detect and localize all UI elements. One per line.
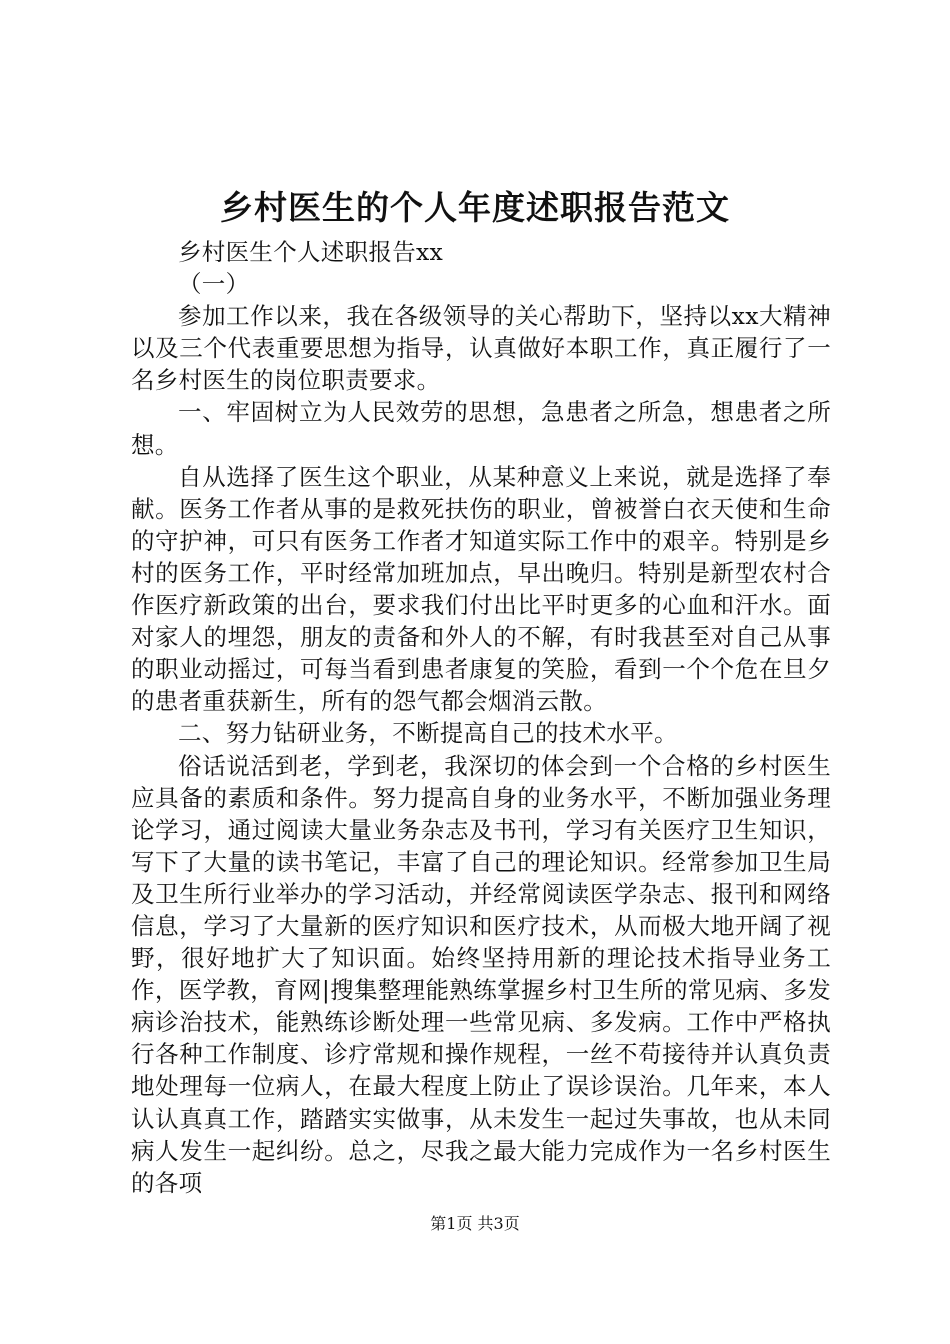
paragraph-study: 俗话说活到老，学到老，我深切的体会到一个合格的乡村医生应具备的素质和条件。努力提高自身的业务水平，不断加强业务理论学习，通过阅读大量业务杂志及书刊，学习有关医疗卫生知识，写下了大量的读书笔记，丰富了自己的理论知识。经常参加卫生局及卫生所行业举办的学习活动，并经常阅读医学杂志、报刊和网络信息，学习了大量新的医疗知识和医疗技术，从而极大地开阔了视野，很好地扩大了知识面。始终坚持用新的理论技术指导业务工作，医学教，育网|搜集整理能熟练掌握乡村卫生所的常见病、多发病诊治技术，能熟练诊断处理一些常见病、多发病。工作中严格执行各种工作制度、诊疗常规和操作规程，一丝不苟接待并认真负责地处理每一位病人，在最大程度上防止了误诊误治。几年来，本人认认真真工作，踏踏实实做事，从未发生一起过失事故，也从未同病人发生一起纠纷。总之，尽我之最大能力完成作为一名乡村医生的各项 (131, 751, 831, 1197)
section-number: （一） (178, 270, 250, 299)
paragraph-intro: 参加工作以来，我在各级领导的关心帮助下，坚持以xx大精神以及三个代表重要思想为指导，认真做好本职工作，真正履行了一名乡村医生的岗位职责要求。 (131, 302, 831, 395)
page-footer: 第1页 共3页 (430, 1214, 520, 1233)
report-subtitle: 乡村医生个人述职报告xx (178, 238, 444, 266)
paragraph-dedication: 自从选择了医生这个职业，从某种意义上来说，就是选择了奉献。医务工作者从事的是救死扶伤的职业，曾被誉白衣天使和生命的守护神，可只有医务工作者才知道实际工作中的艰辛。特别是乡村的医务工作，平时经常加班加点，早出晚归。特别是新型农村合作医疗新政策的出台，要求我们付出比平时更多的心血和汗水。面对家人的埋怨，朋友的责备和外人的不解，有时我甚至对自己从事的职业动摇过，可每当看到患者康复的笑脸，看到一个个危在旦夕的患者重获新生，所有的怨气都会烟消云散。 (131, 462, 831, 716)
section-heading-one: 一、牢固树立为人民效劳的思想，急患者之所急，想患者之所想。 (131, 398, 831, 459)
section-heading-two: 二、努力钻研业务，不断提高自己的技术水平。 (178, 719, 678, 748)
document-body (131, 236, 831, 1199)
document-title: 乡村医生的个人年度述职报告范文 (220, 188, 730, 227)
